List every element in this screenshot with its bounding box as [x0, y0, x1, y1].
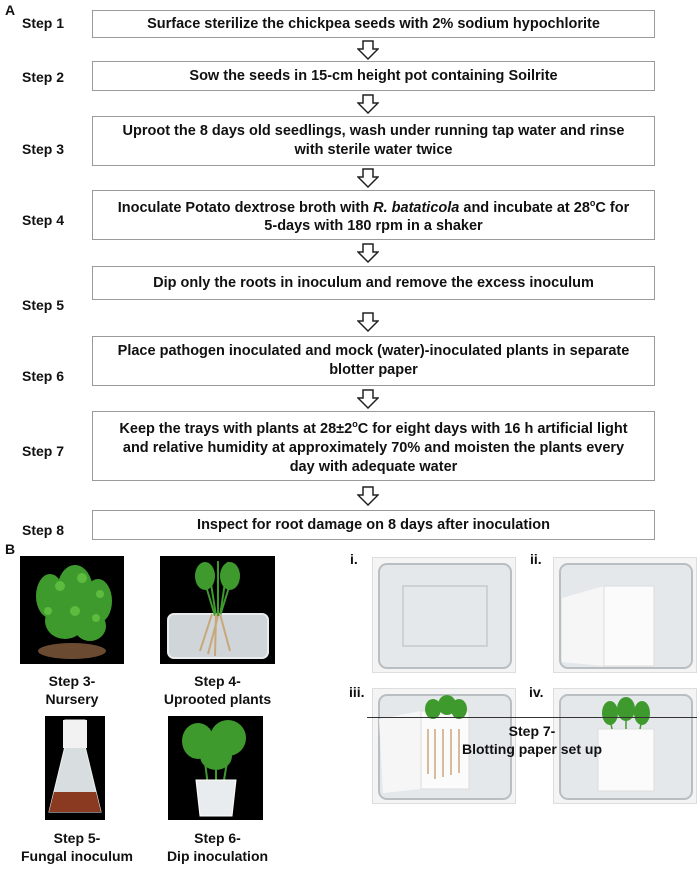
chickpea-plant-illustration: [20, 556, 124, 664]
blotting-divider: [367, 717, 697, 718]
pathogen-name: R. bataticola: [373, 199, 460, 216]
step-3-box: [92, 116, 655, 166]
step-4-label: Step 4: [22, 212, 65, 228]
down-arrow-icon: [357, 168, 379, 188]
down-arrow-icon: [357, 486, 379, 506]
caption-line: Fungal inoculum: [21, 848, 133, 864]
step-6-box: [92, 336, 655, 386]
step-6-label: Step 6: [22, 368, 65, 384]
empty-tray-illustration: [373, 558, 516, 673]
uprooted-caption: [155, 672, 280, 708]
step-2-box: [92, 61, 655, 91]
nursery-photo: [20, 556, 124, 664]
label-iii: iii.: [349, 684, 365, 700]
step-5-box: [92, 266, 655, 300]
step-1-label: Step 1: [22, 15, 65, 31]
step-7-label: Step 7: [22, 443, 65, 459]
tray-with-blotter-illustration: [554, 558, 697, 673]
degree-sup: o: [589, 197, 596, 208]
nursery-caption: [12, 672, 132, 708]
step-1-text: Surface sterilize the chickpea seeds with 2% sodium hypochlorite: [147, 15, 600, 32]
panel-a-label: A: [5, 2, 16, 18]
down-arrow-icon: [357, 389, 379, 409]
caption-line: Nursery: [45, 691, 99, 707]
step-5-label: Step 5: [22, 297, 65, 313]
step-2-text: Sow the seeds in 15-cm height pot containing Soilrite: [189, 67, 558, 84]
step-7-text-a: Keep the trays with plants at 28±2: [119, 420, 353, 437]
tray-photo-ii: [553, 557, 697, 673]
down-arrow-icon: [357, 40, 379, 60]
tray-photo-i: [372, 557, 516, 673]
uprooted-plants-photo: [160, 556, 275, 664]
caption-line: Step 4-: [194, 673, 241, 689]
step-8-label: Step 8: [22, 522, 65, 538]
step-6-text-line-2: blotter paper: [329, 362, 418, 378]
caption-line: Step 6-: [194, 830, 241, 846]
step-7-box: [92, 411, 655, 481]
caption-line: Step 3-: [48, 673, 96, 689]
dip-beaker-illustration: [168, 716, 263, 820]
step-4-text-b: and incubate at 28: [459, 199, 590, 216]
blotting-caption: [367, 722, 697, 758]
down-arrow-icon: [357, 312, 379, 332]
dip-inoculation-photo: [168, 716, 263, 820]
step-6-text-line-1: Place pathogen inoculated and mock (water)-inoculated plants in separate: [117, 343, 630, 359]
dip-caption: [150, 829, 285, 865]
step-7-text-line-1: [119, 415, 627, 439]
step-8-box: [92, 510, 655, 540]
degree-sup: o: [352, 419, 358, 430]
step-2-label: Step 2: [22, 69, 65, 85]
step-3-text-line-2: with sterile water twice: [294, 142, 453, 158]
step-3-label: Step 3: [22, 141, 65, 157]
step-7-text-line-3: day with adequate water: [289, 458, 458, 475]
step-3-text-line-1: Uproot the 8 days old seedlings, wash under running tap water and rinse: [122, 123, 625, 139]
down-arrow-icon: [357, 243, 379, 263]
step-4-text-line-2: 5-days with 180 rpm in a shaker: [264, 218, 483, 235]
step-4-text-line-1: [118, 194, 630, 218]
caption-line: Step 5-: [53, 830, 101, 846]
uprooted-plants-illustration: [160, 556, 275, 664]
caption-line: Dip inoculation: [166, 848, 269, 864]
down-arrow-icon: [357, 94, 379, 114]
fungal-caption: [12, 829, 142, 865]
step-1-box: [92, 10, 655, 38]
panel-b-label: B: [5, 541, 16, 557]
step-8-text: Inspect for root damage on 8 days after inoculation: [197, 516, 550, 533]
step-7-text-line-2: and relative humidity at approximately 70% and moisten the plants every: [122, 439, 625, 456]
step-7-text-b: C for eight days with 16 h artificial light: [357, 420, 628, 437]
fungal-inoculum-photo: [45, 716, 105, 820]
step-5-text: Dip only the roots in inoculum and remove the excess inoculum: [153, 274, 594, 291]
step-4-text-c: C for: [595, 199, 630, 216]
label-i: i.: [350, 551, 358, 567]
caption-line: Uprooted plants: [163, 691, 272, 707]
label-ii: ii.: [530, 551, 542, 567]
flask-illustration: [45, 716, 105, 820]
label-iv: iv.: [529, 684, 544, 700]
caption-line: Blotting paper set up: [462, 741, 602, 757]
caption-line: Step 7-: [508, 723, 556, 739]
step-4-box: [92, 190, 655, 240]
step-4-text-a: Inoculate Potato dextrose broth with: [117, 199, 374, 216]
